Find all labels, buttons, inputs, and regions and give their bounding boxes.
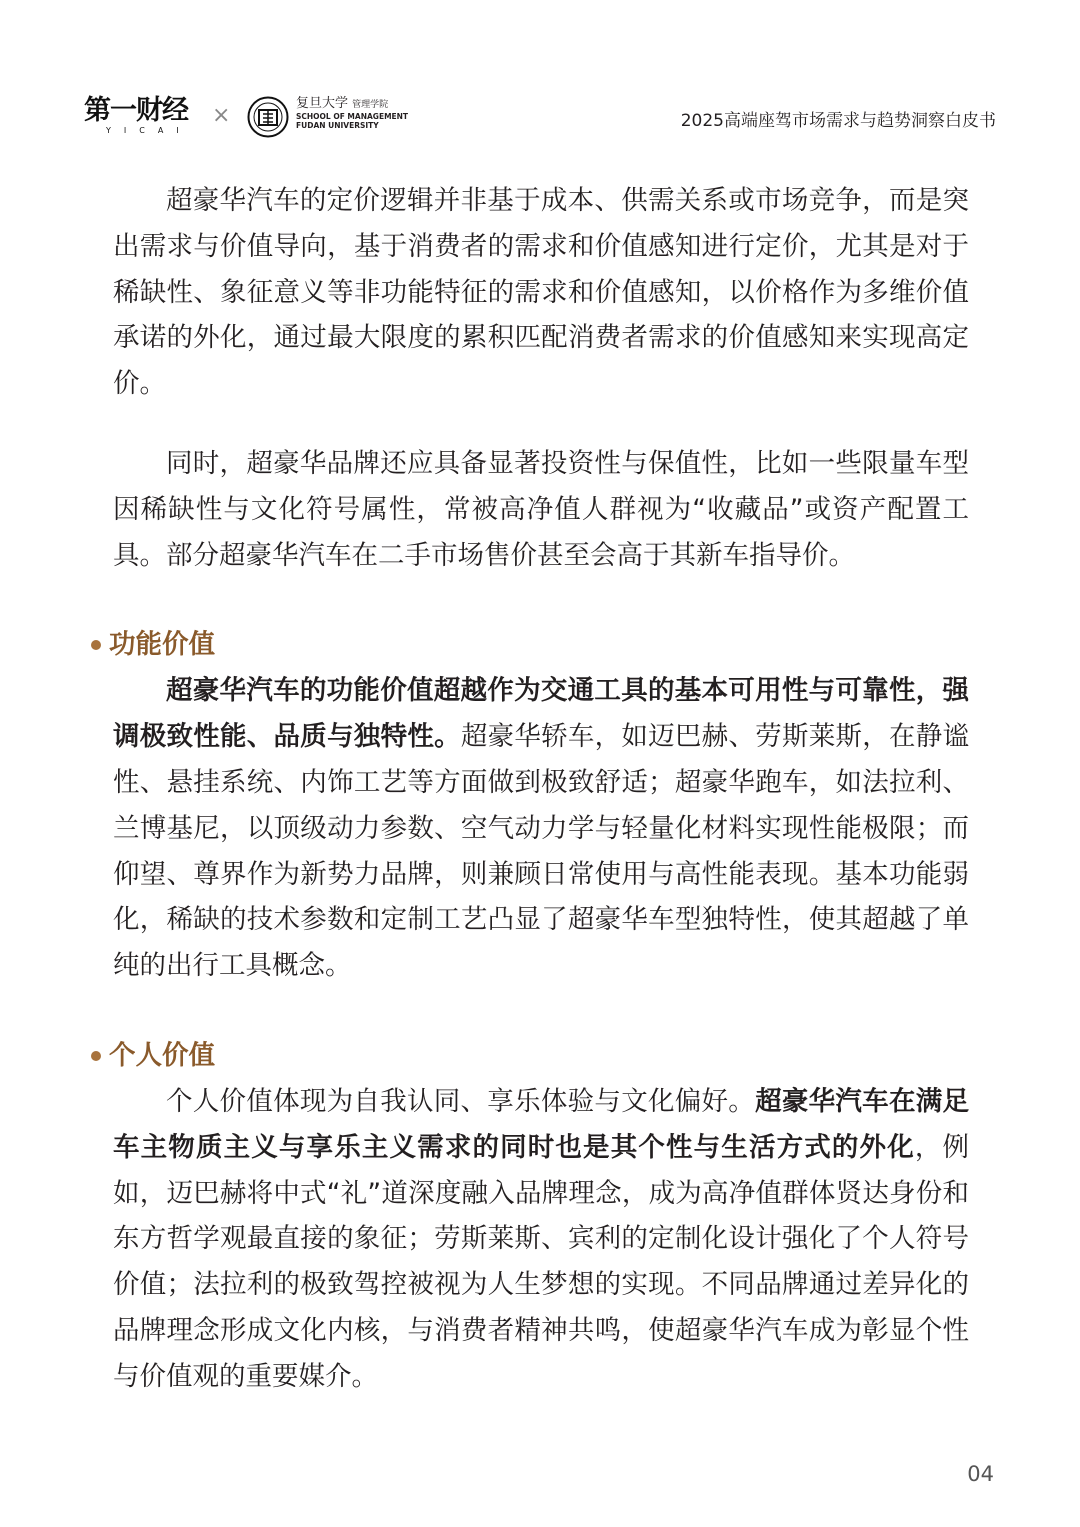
collaboration-x-sign: × — [212, 103, 231, 128]
paragraph-investment-value: 同时，超豪华品牌还应具备显著投资性与保值性，比如一些限量车型因稀缺性与文化符号属性，常被高净值人群视为“收藏品”或资产配置工具。部分超豪华汽车在二手市场售价甚至会高于其新车指导价。 — [113, 447, 969, 571]
section-heading-personal-label: 个人价值 — [109, 1039, 215, 1071]
section-heading-functional — [91, 622, 969, 668]
paragraph-personal-value — [113, 1079, 969, 1400]
functional-body: 超豪华轿车，如迈巴赫、劳斯莱斯，在静谧性、悬挂系统、内饰工艺等方面做到极致舒适；超豪华跑车，如法拉利、兰博基尼，以顶级动力参数、空气动力学与轻量化材料实现性能极限；而仰望、尊界作为新势力品牌，则兼顾日常使用与高性能表现。基本功能弱化，稀缺的技术参数和定制工艺凸显了超豪华车型独特性，使其超越了单纯的出行工具概念。 — [113, 721, 970, 982]
fudan-seal-icon — [247, 96, 289, 138]
fudan-name-cn: 复旦大学 — [296, 96, 349, 111]
functional-bold-lead: 超豪华汽车的功能价值超越作为交通工具的基本可用性与可靠性，强调极致性能、品质与独特性。 — [113, 675, 969, 753]
fudan-university-en: FUDAN UNIVERSITY — [296, 121, 379, 130]
bullet-dot-icon — [91, 640, 101, 650]
fudan-school-en: SCHOOL OF MANAGEMENT — [296, 112, 409, 121]
document-title: 2025高端座驾市场需求与趋势洞察白皮书 — [680, 111, 996, 131]
section-heading-functional-label: 功能价值 — [109, 629, 215, 661]
page-number: 04 — [967, 1462, 994, 1486]
paragraph-pricing-logic: 超豪华汽车的定价逻辑并非基于成本、供需关系或市场竞争，而是突出需求与价值导向，基于消费者的需求和价值感知进行定价，尤其是对于稀缺性、象征意义等非功能特征的需求和价值感知，以价格作为多维价值承诺的外化，通过最大限度的累积匹配消费者需求的价值感知来实现高定价。 — [113, 185, 969, 400]
page-header — [0, 0, 1080, 150]
paragraph-functional-value — [113, 668, 969, 989]
yicai-logo-en: YICAI — [106, 126, 192, 135]
section-heading-personal — [91, 1033, 969, 1079]
personal-body: ，例如，迈巴赫将中式“礼”道深度融入品牌理念，成为高净值群体贤达身份和东方哲学观最直接的象征；劳斯莱斯、宾利的定制化设计强化了个人符号价值；法拉利的极致驾控被视为人生梦想的实现。不同品牌通过差异化的品牌理念形成文化内核，与消费者精神共鸣，使超豪华汽车成为彰显个性与价值观的重要媒介。 — [113, 1131, 970, 1392]
bullet-dot-icon — [91, 1051, 101, 1061]
fudan-name-line — [296, 97, 406, 112]
fudan-school-cn: 管理学院 — [352, 100, 389, 110]
fudan-logo-text — [296, 96, 409, 130]
personal-bold-mid: 超豪华汽车在满足车主物质主义与享乐主义需求的同时也是其个性与生活方式的外化 — [113, 1085, 970, 1163]
yicai-logo-cn: 第一财经 — [84, 95, 188, 126]
personal-lead: 个人价值体现为自我认同、享乐体验与文化偏好。 — [166, 1085, 756, 1117]
main-content — [109, 178, 970, 1400]
yicai-logo — [84, 96, 200, 136]
